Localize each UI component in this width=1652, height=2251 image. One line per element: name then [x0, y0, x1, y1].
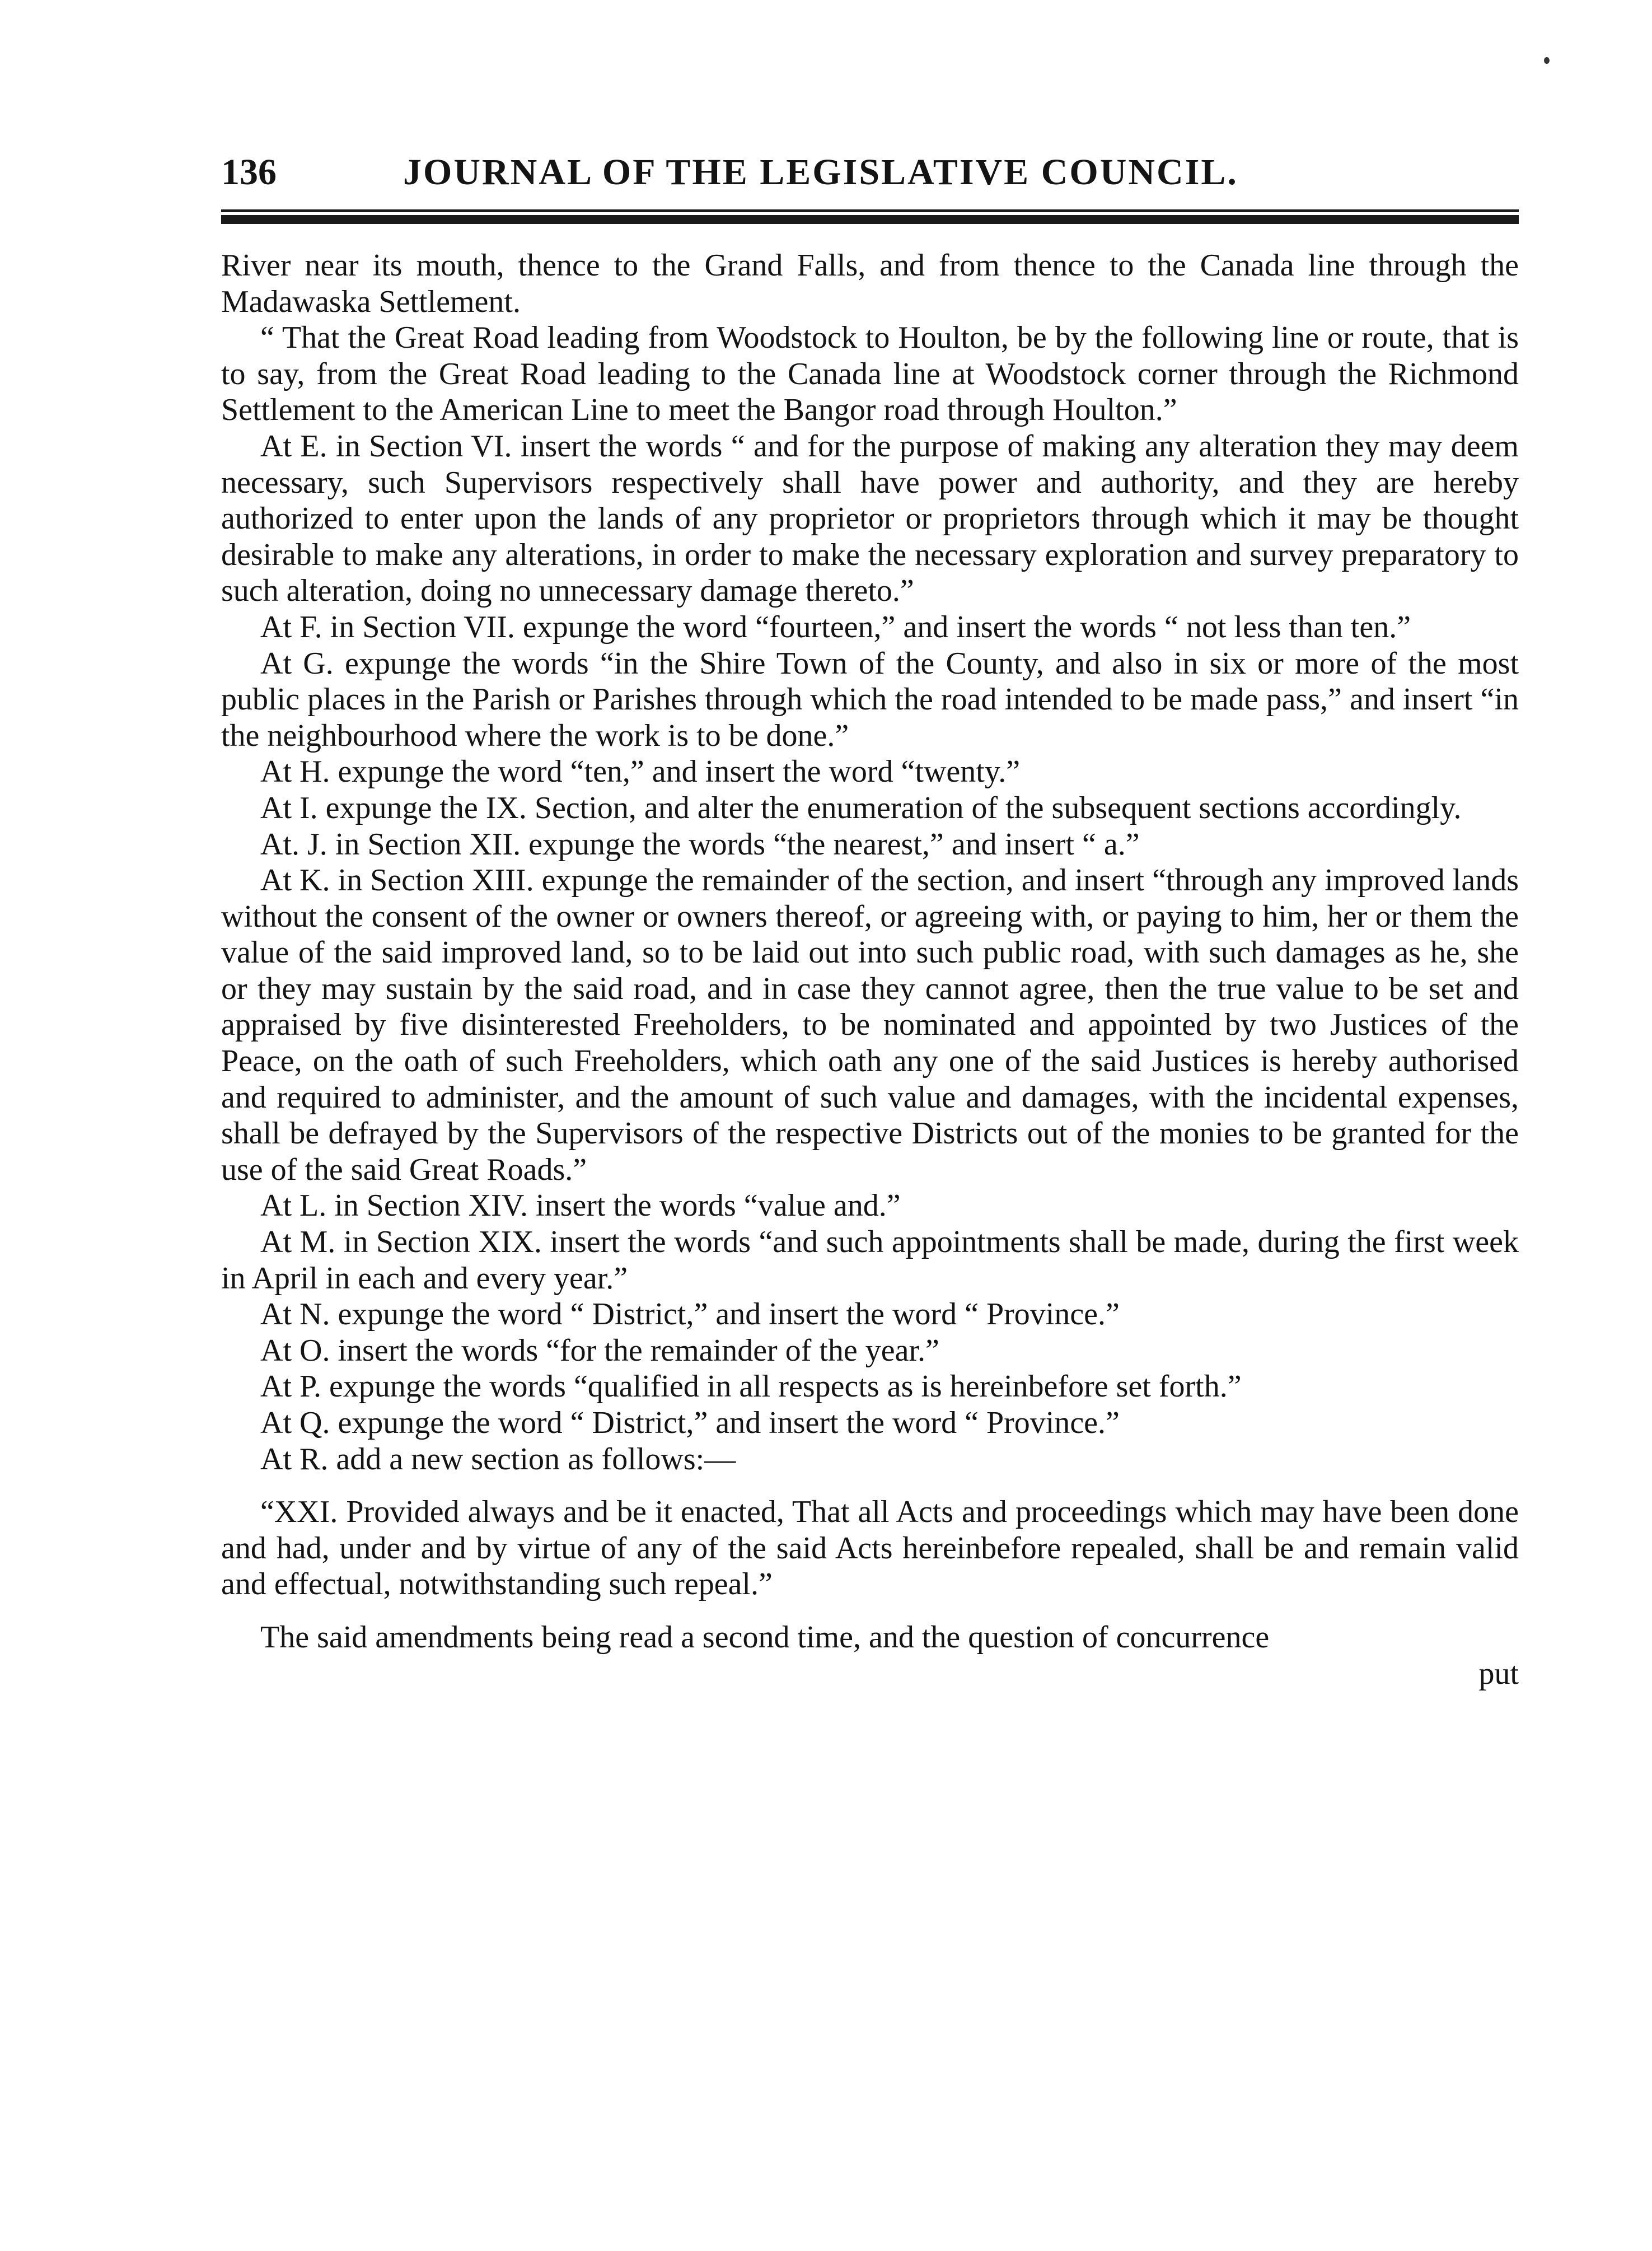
paragraph: The said amendments being read a second time, and the question of concurrence: [260, 1619, 1270, 1655]
paragraph: River near its mouth, thence to the Grand Falls, and from thence to the Canada line through the Madawaska Settlement.: [221, 248, 1519, 319]
catchword: put: [1478, 1656, 1519, 1691]
paragraph: At I. expunge the IX. Section, and alter the enumeration of the subsequent sections accordingly.: [260, 790, 1462, 825]
body-text: [221, 247, 1519, 1692]
paragraph: At E. in Section VI. insert the words “ and for the purpose of making any alteration they may deem necessary, such Supervisors respectively shall have power and authority, and they are hereby authorized to enter upon the lands of any proprietor or proprietors through which it may be thought desirable to make any alterations, in order to make the necessary exploration and survey preparatory to such alteration, doing no unnecessary damage thereto.”: [221, 428, 1519, 609]
paragraph: At O. insert the words “for the remainder of the year.”: [260, 1333, 939, 1368]
paragraph: At R. add a new section as follows:—: [260, 1441, 736, 1477]
paragraph: At P. expunge the words “qualified in all respects as is hereinbefore set forth.”: [260, 1369, 1242, 1404]
paragraph: At L. in Section XIV. insert the words “value and.”: [260, 1188, 901, 1223]
paragraph: At F. in Section VII. expunge the word “fourteen,” and insert the words “ not less than ten.”: [260, 609, 1411, 645]
paragraph: At K. in Section XIII. expunge the remainder of the section, and insert “through any improved lands without the consent of the owner or owners thereof, or agreeing with, or paying to him, her or them the value of the said improved land, so to be laid out into such public road, with such damages as he, she or they may sustain by the said road, and in case they cannot agree, then the true value to be set and appraised by five disinterested Freeholders, to be nominated and appointed by two Justices of the Peace, on the oath of such Freeholders, which oath any one of the said Justices is hereby authorised and required to administer, and the amount of such value and damages, with the incidental expenses, shall be defrayed by the Supervisors of the respective Districts out of the monies to be granted for the use of the said Great Roads.”: [221, 863, 1519, 1187]
paragraph: At G. expunge the words “in the Shire Town of the County, and also in six or more of the most public places in the Parish or Parishes through which the road intended to be made pass,” and insert “in the neighbourhood where the work is to be done.”: [221, 646, 1519, 753]
page-header: [221, 144, 1514, 200]
paragraph: At. J. in Section XII. expunge the words “the nearest,” and insert “ a.”: [260, 826, 1140, 862]
paragraph: At Q. expunge the word “ District,” and insert the word “ Province.”: [260, 1405, 1120, 1440]
paragraph: At H. expunge the word “ten,” and insert the word “twenty.”: [260, 754, 1021, 790]
header-rule-thin: [221, 209, 1519, 212]
paragraph: “XXI. Provided always and be it enacted, That all Acts and proceedings which may have been done and had, under and by virtue of any of the said Acts hereinbefore repealed, shall be and remain valid and effectual, notwithstanding such repeal.”: [221, 1495, 1519, 1602]
header-rule-thick: [221, 215, 1519, 224]
paragraph: At M. in Section XIX. insert the words “and such appointments shall be made, during the first week in April in each and every year.”: [221, 1225, 1519, 1296]
ink-speck: [1544, 57, 1550, 64]
page-number: 136: [221, 152, 277, 193]
paragraph: At N. expunge the word “ District,” and insert the word “ Province.”: [260, 1297, 1120, 1332]
paragraph: “ That the Great Road leading from Woodstock to Houlton, be by the following line or route, that is to say, from the Great Road leading to the Canada line at Woodstock corner through the Richmond Settlement to the American Line to meet the Bangor road through Houlton.”: [221, 320, 1519, 428]
running-title: JOURNAL OF THE LEGISLATIVE COUNCIL.: [403, 152, 1238, 193]
